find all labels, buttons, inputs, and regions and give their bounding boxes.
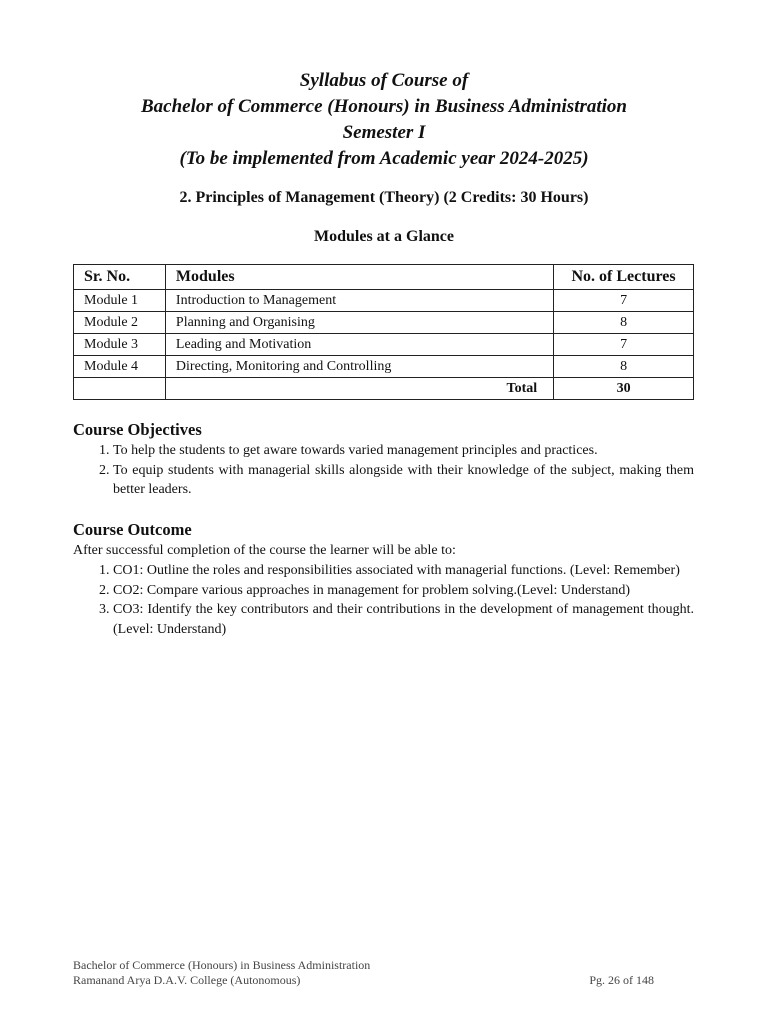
cell-sr: Module 4 <box>74 356 166 378</box>
modules-glance-heading: Modules at a Glance <box>314 228 454 245</box>
title-line-2: Bachelor of Commerce (Honours) in Business Administration <box>141 96 627 117</box>
course-objectives-heading: Course Objectives <box>73 420 202 439</box>
total-label: Total <box>165 378 553 400</box>
table-row <box>74 334 694 356</box>
course-outcome-heading: Course Outcome <box>73 520 192 539</box>
cell-module: Directing, Monitoring and Controlling <box>165 356 553 378</box>
table-row <box>74 290 694 312</box>
cell-module: Leading and Motivation <box>165 334 553 356</box>
objectives-list <box>73 441 694 500</box>
course-heading: 2. Principles of Management (Theory) (2 Credits: 30 Hours) <box>179 189 589 206</box>
cell-lectures: 8 <box>554 356 694 378</box>
cell-module: Planning and Organising <box>165 312 553 334</box>
page-number: Pg. 26 of 148 <box>589 973 654 987</box>
list-item: 2. CO2: Compare various approaches in management for problem solving.(Level: Understand) <box>113 581 694 601</box>
cell-sr: Module 1 <box>74 290 166 312</box>
outcome-list <box>73 561 694 639</box>
total-value: 30 <box>554 378 694 400</box>
outcome-intro: After successful completion of the course the learner will be able to: <box>73 543 456 558</box>
table-total-row <box>74 378 694 400</box>
cell-lectures: 7 <box>554 290 694 312</box>
header-modules: Modules <box>165 265 553 290</box>
cell-lectures: 7 <box>554 334 694 356</box>
cell-lectures: 8 <box>554 312 694 334</box>
header-lectures: No. of Lectures <box>554 265 694 290</box>
list-item: 1. To help the students to get aware towards varied management principles and practices. <box>113 441 694 461</box>
table-row <box>74 356 694 378</box>
page-footer <box>73 958 654 988</box>
title-line-4: (To be implemented from Academic year 2024-2025) <box>179 148 589 169</box>
footer-program: Bachelor of Commerce (Honours) in Business Administration <box>73 958 371 972</box>
list-item: 3. CO3: Identify the key contributors and their contributions in the development of management thought. (Level: Understand) <box>113 600 694 639</box>
cell-sr: Module 3 <box>74 334 166 356</box>
modules-table <box>73 264 694 400</box>
table-row <box>74 312 694 334</box>
cell-module: Introduction to Management <box>165 290 553 312</box>
cell-sr: Module 2 <box>74 312 166 334</box>
title-line-1: Syllabus of Course of <box>299 70 469 91</box>
list-item: 1. CO1: Outline the roles and responsibilities associated with managerial functions. (Level: Remember) <box>113 561 694 581</box>
header-sr-no: Sr. No. <box>74 265 166 290</box>
document-title <box>0 68 768 172</box>
list-item: 2. To equip students with managerial skills alongside with their knowledge of the subject, making them better leaders. <box>113 461 694 500</box>
table-header-row <box>74 265 694 290</box>
title-line-3: Semester I <box>342 122 426 143</box>
footer-college: Ramanand Arya D.A.V. College (Autonomous) <box>73 973 301 987</box>
cell-empty <box>74 378 166 400</box>
